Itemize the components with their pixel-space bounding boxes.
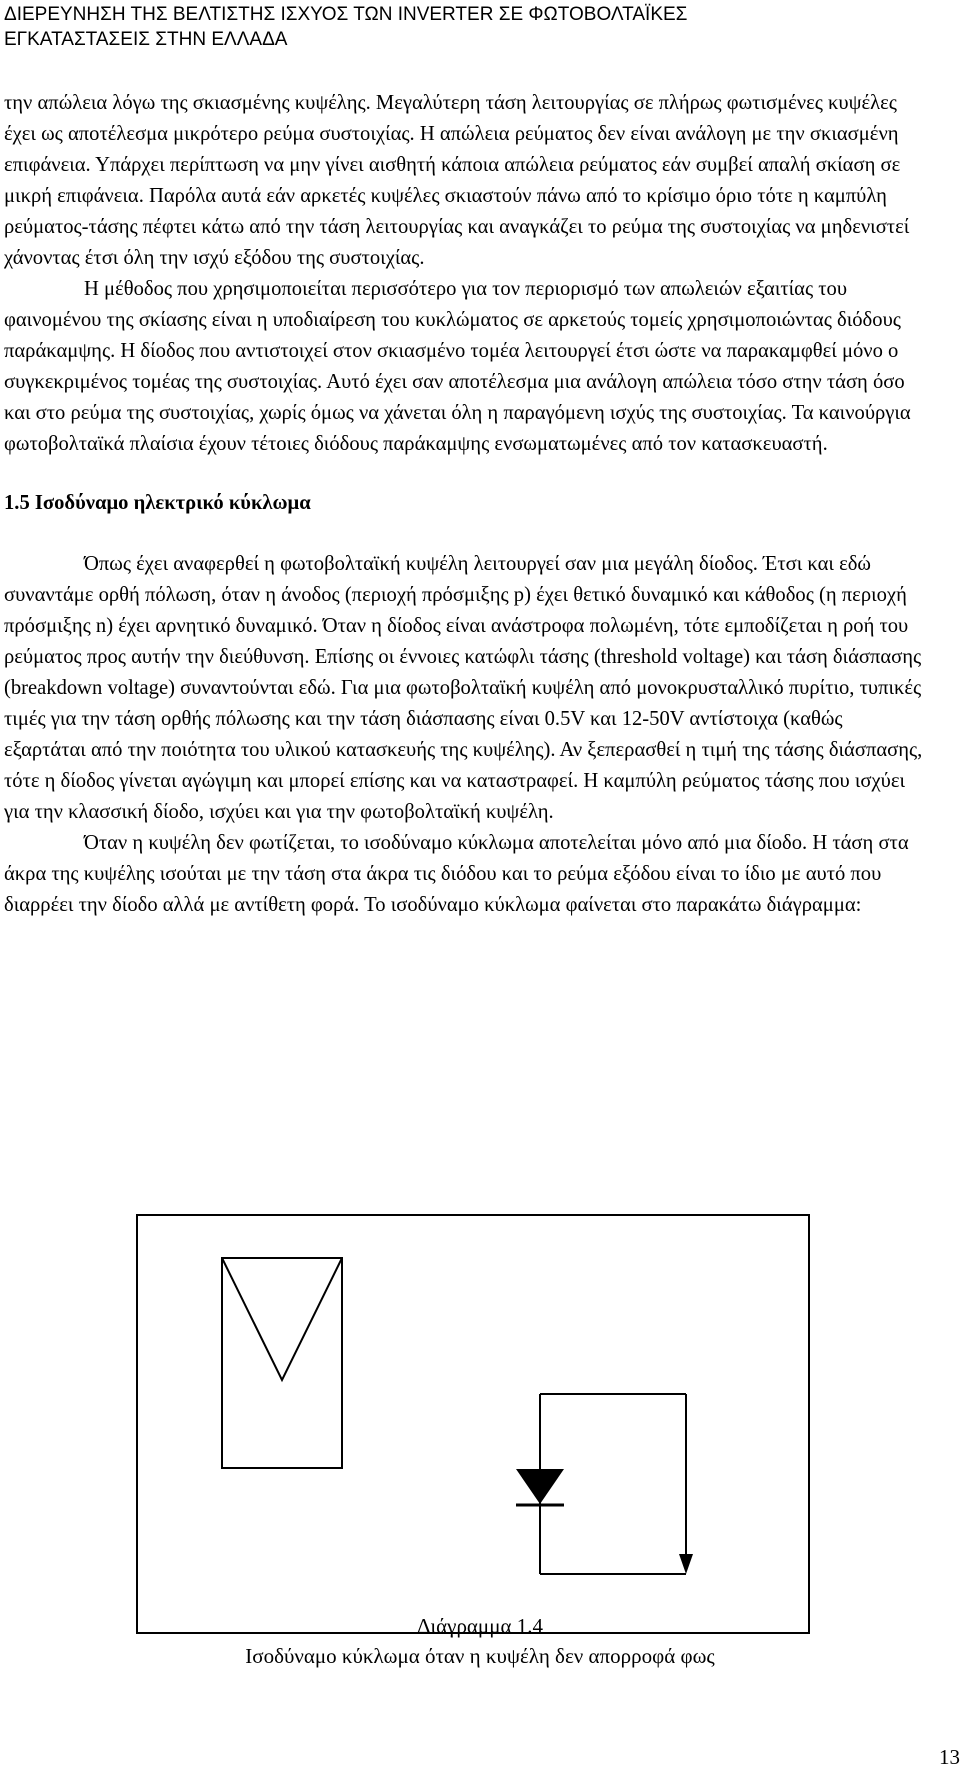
header-line-1: ΔΙΕΡΕΥΝΗΣΗ ΤΗΣ ΒΕΛΤΙΣΤΗΣ ΙΣΧΥΟΣ ΤΩΝ INVERTER ΣΕ ΦΩΤΟΒΟΛΤΑΪΚΕΣ — [4, 4, 688, 25]
circuit-wires — [540, 1394, 686, 1574]
page-number: 13 — [939, 1745, 960, 1769]
paragraph-dark-cell: Όταν η κυψέλη δεν φωτίζεται, το ισοδύναμο κύκλωμα αποτελείται μόνο από μια δίοδο. Η τάση στα άκρα της κυψέλης ισούται με την τάση στα άκρα τις διόδου και το ρεύμα εξόδου είναι το ίδιο με αυτό που διαρρέει την δίοδο αλλά με αντίθετη φορά. Το ισοδύναμο κύκλωμα φαίνεται στο παρακάτω διάγραμμα: — [4, 832, 909, 916]
document-body — [4, 88, 926, 921]
figure-caption-title: Διάγραμμα 1.4 — [417, 1614, 543, 1638]
pv-cell-symbol — [222, 1258, 342, 1468]
section-heading: 1.5 Ισοδύναμο ηλεκτρικό κύκλωμα — [4, 492, 311, 514]
running-header — [4, 2, 934, 52]
equivalent-circuit-diagram — [136, 1214, 810, 1634]
paragraph-diode-behaviour: Όπως έχει αναφερθεί η φωτοβολταϊκή κυψέλη λειτουργεί σαν μια μεγάλη δίοδος. Έτσι και εδώ συναντάμε ορθή πόλωση, όταν η άνοδος (περιοχή πρόσμιξης p) έχει θετικό δυναμικό και κάθοδος (η περιοχή πρόσμιξης n) έχει αρνητικό δυναμικό. Όταν η δίοδος είναι ανάστροφα πολωμένη, τότε εμποδίζεται η ροή του ρεύματος προς αυτήν την διεύθυνση. Επίσης οι έννοιες κατώφλι τάσης (threshold voltage) και τάση διάσπασης (breakdown voltage) συναντούνται εδώ. Για μια φωτοβολταϊκή κυψέλη από μονοκρυσταλλικό πυρίτιο, τυπικές τιμές για την τάση ορθής πόλωσης και την τάση διάσπασης είναι 0.5V και 12-50V αντίστοιχα (καθώς εξαρτάται από την ποιότητα του υλικού κατασκευής της κυψέλης). Αν ξεπερασθεί η τιμή της τάσης διάσπασης, τότε η δίοδος γίνεται αγώγιμη και μπορεί επίσης και να καταστραφεί. Η καμπύλη ρεύματος τάσης που ισχύει για την κλασσική δίοδο, ισχύει και για την φωτοβολταϊκή κυψέλη. — [4, 553, 923, 823]
diode-symbol — [516, 1469, 564, 1505]
paragraph-shading-loss: την απώλεια λόγω της σκιασμένης κυψέλης. Μεγαλύτερη τάση λειτουργίας σε πλήρως φωτισμένες κυψέλες έχει ως αποτέλεσμα μικρότερο ρεύμα συστοιχίας. Η απώλεια ρεύματος δεν είναι ανάλογη με την σκιασμένη επιφάνεια. Υπάρχει περίπτωση να μην γίνει αισθητή κάποια απώλεια ρεύματος εάν συμβεί απαλή σκίαση σε μικρή επιφάνεια. Παρόλα αυτά εάν αρκετές κυψέλες σκιαστούν πάνω από το κρίσιμο όριο τότε η καμπύλη ρεύματος-τάσης πέφτει κάτω από την τάση λειτουργίας και αναγκάζει το ρεύμα της συστοιχίας να μηδενιστεί χάνοντας έτσι όλη την ισχύ εξόδου της συστοιχίας. — [4, 92, 910, 269]
header-line-2: ΕΓΚΑΤΑΣΤΑΣΕΙΣ ΣΤΗΝ ΕΛΛΑΔΑ — [4, 29, 288, 50]
diagram-frame — [137, 1215, 809, 1633]
figure-caption-text: Ισοδύναμο κύκλωμα όταν η κυψέλη δεν απορροφά φως — [245, 1644, 715, 1668]
current-arrow-icon — [679, 1394, 693, 1574]
paragraph-bypass-diodes: Η μέθοδος που χρησιμοποιείται περισσότερο για τον περιορισμό των απωλειών εξαιτίας του φαινομένου της σκίασης είναι η υποδιαίρεση του κυκλώματος σε αρκετούς τομείς χρησιμοποιώντας διόδους παράκαμψης. Η δίοδος που αντιστοιχεί στον σκιασμένο τομέα λειτουργεί έτσι ώστε να παρακαμφθεί μόνο ο συγκεκριμένος τομέας της συστοιχίας. Αυτό έχει σαν αποτέλεσμα μια ανάλογη απώλεια τόσο στην τάση όσο και στο ρεύμα της συστοιχίας, χωρίς όμως να χάνεται όλη η παραγόμενη ισχύς της συστοιχίας. Τα καινούργια φωτοβολταϊκά πλαίσια έχουν τέτοιες διόδους παράκαμψης ενσωματωμένες από τον κατασκευαστή. — [4, 278, 911, 455]
